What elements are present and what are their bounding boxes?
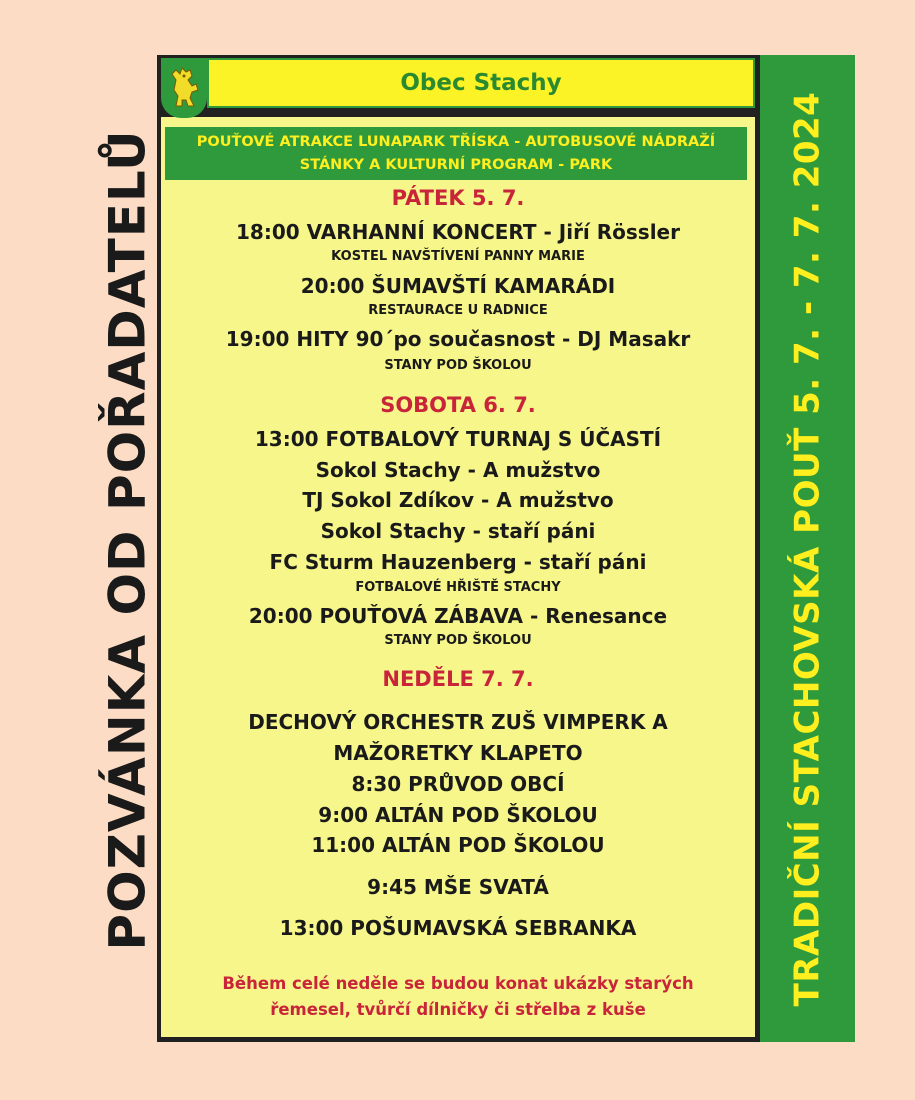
location-line: STANY POD ŠKOLOU [384, 633, 532, 648]
location-line: KOSTEL NAVŠTÍVENÍ PANNY MARIE [331, 249, 585, 264]
event-line: 8:30 PRŮVOD OBCÍ [351, 772, 565, 796]
poster [157, 55, 855, 1042]
event-line: DECHOVÝ ORCHESTR ZUŠ VIMPERK A [248, 710, 668, 734]
attractions-box [165, 127, 747, 180]
coat-of-arms-icon [161, 58, 207, 118]
team-line: Sokol Stachy - staří páni [320, 519, 596, 543]
event-line: 19:00 HITY 90´po současnost - DJ Masakr [225, 327, 691, 351]
day-heading-sunday: NEDĚLE 7. 7. [382, 667, 534, 691]
team-line: TJ Sokol Zdíkov - A mužstvo [302, 488, 614, 512]
team-line: Sokol Stachy - A mužstvo [315, 458, 601, 482]
event-line: MAŽORETKY KLAPETO [333, 741, 583, 765]
event-line: 9:45 MŠE SVATÁ [367, 875, 549, 899]
attractions-line: POUŤOVÉ ATRAKCE LUNAPARK TŘÍSKA - AUTOBUSOVÉ NÁDRAŽÍ [196, 134, 716, 150]
municipality-name: Obec Stachy [400, 70, 562, 96]
sunday-note: řemesel, tvůrčí dílničky či střelba z kuše [270, 1000, 646, 1019]
event-line: 13:00 POŠUMAVSKÁ SEBRANKA [279, 916, 637, 940]
event-line: 11:00 ALTÁN POD ŠKOLOU [311, 833, 605, 857]
band-title: TRADIČNÍ STACHOVSKÁ POUŤ 5. 7. - 7. 7. 2024 [787, 91, 828, 1006]
event-line: 13:00 FOTBALOVÝ TURNAJ S ÚČASTÍ [254, 427, 662, 451]
sunday-note: Během celé neděle se budou konat ukázky starých [222, 974, 694, 993]
header-bar [207, 58, 755, 108]
day-heading-friday: PÁTEK 5. 7. [391, 186, 525, 210]
event-line: 20:00 POUŤOVÁ ZÁBAVA - Renesance [248, 604, 668, 628]
side-title-text: POZVÁNKA OD POŘADATELŮ [99, 129, 157, 951]
event-line: 18:00 VARHANNÍ KONCERT - Jiří Rössler [236, 220, 680, 244]
location-line: RESTAURACE U RADNICE [368, 303, 548, 318]
day-heading-saturday: SOBOTA 6. 7. [380, 393, 536, 417]
team-line: FC Sturm Hauzenberg - staří páni [269, 550, 647, 574]
location-line: FOTBALOVÉ HŘIŠTĚ STACHY [355, 580, 561, 595]
event-line: 9:00 ALTÁN POD ŠKOLOU [318, 803, 598, 827]
location-line: STANY POD ŠKOLOU [384, 358, 532, 373]
event-line: 20:00 ŠUMAVŠTÍ KAMARÁDI [300, 274, 616, 298]
attractions-line: STÁNKY A KULTURNÍ PROGRAM - PARK [299, 157, 613, 173]
green-band [760, 55, 855, 1042]
